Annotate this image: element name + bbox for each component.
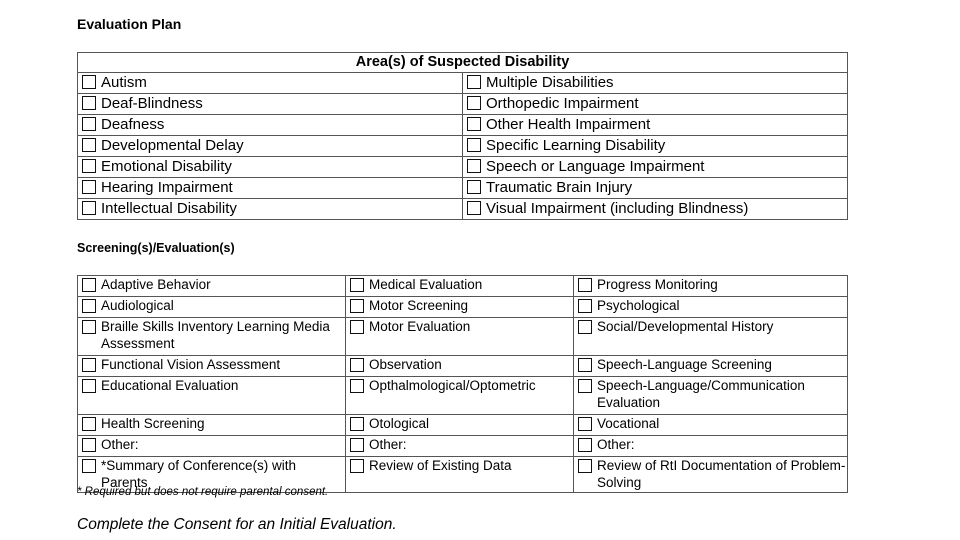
checkbox-cell <box>78 115 463 136</box>
checkbox-cell <box>78 199 463 220</box>
checkbox-label: Speech-Language Screening <box>597 357 772 372</box>
checkbox-label: Visual Impairment (including Blindness) <box>486 200 749 217</box>
checkbox-label: Opthalmological/Optometric <box>369 378 536 393</box>
table-row <box>78 136 848 157</box>
checkbox-cell <box>574 276 848 297</box>
checkbox-label: Otological <box>369 416 430 431</box>
table-row <box>78 157 848 178</box>
disability-option[interactable] <box>467 95 639 112</box>
checkbox-cell <box>346 356 574 377</box>
disability-option[interactable] <box>467 116 650 133</box>
checkbox-cell <box>78 377 346 415</box>
checkbox[interactable] <box>467 201 481 215</box>
checkbox-label: Speech or Language Impairment <box>486 158 705 175</box>
suspected-disability-heading: Area(s) of Suspected Disability <box>78 53 848 73</box>
checkbox[interactable] <box>467 117 481 131</box>
checkbox[interactable] <box>82 96 96 110</box>
screening-table <box>77 275 848 493</box>
screening-option[interactable] <box>578 436 635 453</box>
checkbox-label: Review of RtI Documentation of Problem-Solving <box>597 458 846 490</box>
checkbox-label: Observation <box>369 357 442 372</box>
checkbox-cell <box>574 436 848 457</box>
checkbox-cell <box>78 415 346 436</box>
checkbox-label: Vocational <box>597 416 660 431</box>
checkbox[interactable] <box>350 379 364 393</box>
checkbox-label: Hearing Impairment <box>101 179 233 196</box>
disability-option[interactable] <box>467 179 632 196</box>
checkbox-label: Psychological <box>597 298 680 313</box>
checkbox-label: Audiological <box>101 298 174 313</box>
disability-option[interactable] <box>82 137 244 154</box>
checkbox[interactable] <box>82 438 96 452</box>
disability-option[interactable] <box>82 179 233 196</box>
checkbox[interactable] <box>467 180 481 194</box>
checkbox-cell <box>78 318 346 356</box>
screening-option[interactable] <box>82 318 345 352</box>
checkbox-label: Multiple Disabilities <box>486 74 614 91</box>
checkbox-label: Other: <box>597 437 635 452</box>
disability-option[interactable] <box>467 137 665 154</box>
disability-option[interactable] <box>82 158 232 175</box>
checkbox-cell <box>346 377 574 415</box>
checkbox-cell <box>78 178 463 199</box>
checkbox-cell <box>346 436 574 457</box>
checkbox[interactable] <box>467 96 481 110</box>
checkbox-label: Adaptive Behavior <box>101 277 211 292</box>
checkbox-cell <box>463 157 848 178</box>
checkbox-cell <box>78 94 463 115</box>
screening-option[interactable] <box>350 436 407 453</box>
checkbox[interactable] <box>82 379 96 393</box>
checkbox-cell <box>346 415 574 436</box>
checkbox-label: Educational Evaluation <box>101 378 239 393</box>
checkbox-label: *Summary of Conference(s) with Parents <box>101 458 297 490</box>
checkbox[interactable] <box>82 459 96 473</box>
checkbox-label: Speech-Language/Communication Evaluation <box>597 378 805 410</box>
checkbox[interactable] <box>578 417 592 431</box>
checkbox-label: Orthopedic Impairment <box>486 95 639 112</box>
checkbox-cell <box>78 356 346 377</box>
checkbox[interactable] <box>350 438 364 452</box>
checkbox-label: Intellectual Disability <box>101 200 237 217</box>
screening-option[interactable] <box>350 276 482 293</box>
screening-option[interactable] <box>578 276 718 293</box>
table-row <box>78 73 848 94</box>
disability-option[interactable] <box>82 95 203 112</box>
checkbox-label: Developmental Delay <box>101 137 244 154</box>
checkbox-cell <box>463 115 848 136</box>
checkbox[interactable] <box>350 417 364 431</box>
checkbox[interactable] <box>82 159 96 173</box>
checkbox[interactable] <box>82 75 96 89</box>
checkbox-label: Motor Evaluation <box>369 319 471 334</box>
screening-option[interactable] <box>578 318 773 335</box>
checkbox[interactable] <box>82 358 96 372</box>
checkbox-label: Traumatic Brain Injury <box>486 179 633 196</box>
checkbox-label: Social/Developmental History <box>597 319 774 334</box>
checkbox-cell <box>463 136 848 157</box>
screening-option[interactable] <box>350 356 442 373</box>
checkbox[interactable] <box>578 358 592 372</box>
screening-option[interactable] <box>82 377 238 394</box>
checkbox-cell <box>78 297 346 318</box>
table-row <box>78 94 848 115</box>
checkbox-label: Functional Vision Assessment <box>101 357 281 372</box>
checkbox-label: Progress Monitoring <box>597 277 718 292</box>
table-row <box>78 276 848 297</box>
checkbox[interactable] <box>82 138 96 152</box>
checkbox-label: Health Screening <box>101 416 205 431</box>
checkbox-cell <box>574 415 848 436</box>
checkbox[interactable] <box>467 75 481 89</box>
checkbox-cell <box>78 436 346 457</box>
checkbox[interactable] <box>578 379 592 393</box>
checkbox-cell <box>78 73 463 94</box>
checkbox-cell <box>574 356 848 377</box>
screening-option[interactable] <box>350 415 429 432</box>
screening-heading: Screening(s)/Evaluation(s) <box>77 241 235 255</box>
checkbox-label: Deafness <box>101 116 165 133</box>
checkbox-cell <box>463 94 848 115</box>
checkbox-cell <box>574 297 848 318</box>
disability-option[interactable] <box>467 74 614 91</box>
checkbox-cell <box>463 199 848 220</box>
disability-option[interactable] <box>82 200 237 217</box>
checkbox[interactable] <box>578 438 592 452</box>
checkbox-label: Other Health Impairment <box>486 116 651 133</box>
checkbox[interactable] <box>350 320 364 334</box>
checkbox[interactable] <box>82 320 96 334</box>
screening-option[interactable] <box>578 457 847 491</box>
disability-option[interactable] <box>467 158 704 175</box>
checkbox-cell <box>463 73 848 94</box>
checkbox[interactable] <box>578 299 592 313</box>
checkbox[interactable] <box>467 159 481 173</box>
checkbox-label: Emotional Disability <box>101 158 232 175</box>
checkbox-cell <box>463 178 848 199</box>
checkbox[interactable] <box>578 459 592 473</box>
disability-option[interactable] <box>82 74 147 91</box>
checkbox[interactable] <box>82 278 96 292</box>
screening-option[interactable] <box>578 297 680 314</box>
disability-option[interactable] <box>467 200 748 217</box>
screening-option[interactable] <box>578 377 847 411</box>
checkbox-cell <box>574 318 848 356</box>
checkbox-cell <box>346 276 574 297</box>
checkbox[interactable] <box>467 138 481 152</box>
screening-option[interactable] <box>578 415 659 432</box>
table-row <box>78 377 848 415</box>
disability-option[interactable] <box>82 116 164 133</box>
checkbox-label: Motor Screening <box>369 298 469 313</box>
table-row <box>78 297 848 318</box>
checkbox[interactable] <box>350 278 364 292</box>
checkbox-label: Deaf-Blindness <box>101 95 203 112</box>
checkbox-label: Specific Learning Disability <box>486 137 666 154</box>
table-row <box>78 356 848 377</box>
checkbox-label: Medical Evaluation <box>369 277 483 292</box>
screening-option[interactable] <box>350 457 512 474</box>
checkbox-label: Autism <box>101 74 147 91</box>
checkbox-cell <box>346 318 574 356</box>
checkbox[interactable] <box>82 299 96 313</box>
checkbox-label: Braille Skills Inventory Learning Media Assessment <box>101 319 330 351</box>
checkbox[interactable] <box>82 417 96 431</box>
checkbox[interactable] <box>578 278 592 292</box>
screening-option[interactable] <box>82 356 280 373</box>
table-row <box>78 178 848 199</box>
screening-option[interactable] <box>82 276 211 293</box>
checkbox-label: Other: <box>369 437 407 452</box>
checkbox[interactable] <box>82 117 96 131</box>
checkbox-cell <box>78 136 463 157</box>
footnote: * Required but does not require parental consent. <box>77 486 329 498</box>
consent-instruction: Complete the Consent for an Initial Evaluation. <box>77 516 397 533</box>
checkbox[interactable] <box>350 459 364 473</box>
screening-option[interactable] <box>350 377 536 394</box>
screening-option[interactable] <box>350 297 468 314</box>
screening-option[interactable] <box>82 297 174 314</box>
screening-option[interactable] <box>82 436 139 453</box>
table-row <box>78 436 848 457</box>
screening-option[interactable] <box>82 415 205 432</box>
table-row <box>78 318 848 356</box>
checkbox-cell <box>574 377 848 415</box>
checkbox-cell <box>78 157 463 178</box>
checkbox-label: Review of Existing Data <box>369 458 512 473</box>
screening-option[interactable] <box>578 356 772 373</box>
checkbox[interactable] <box>350 299 364 313</box>
checkbox-cell <box>346 457 574 493</box>
checkbox-cell <box>78 276 346 297</box>
checkbox-cell <box>346 297 574 318</box>
table-row <box>78 115 848 136</box>
checkbox[interactable] <box>82 180 96 194</box>
screening-option[interactable] <box>350 318 470 335</box>
checkbox[interactable] <box>82 201 96 215</box>
page-title: Evaluation Plan <box>77 16 182 32</box>
checkbox-cell <box>574 457 848 493</box>
suspected-disability-table <box>77 52 848 220</box>
checkbox[interactable] <box>578 320 592 334</box>
checkbox-label: Other: <box>101 437 139 452</box>
table-row <box>78 415 848 436</box>
checkbox[interactable] <box>350 358 364 372</box>
table-row <box>78 199 848 220</box>
